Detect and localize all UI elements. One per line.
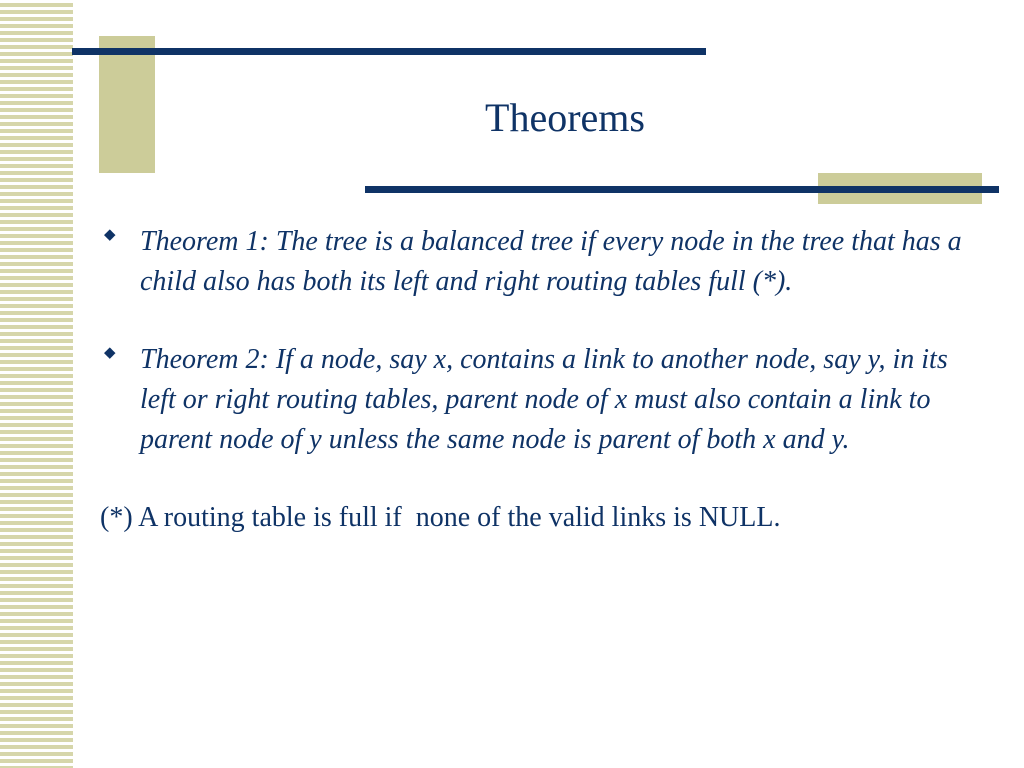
footnote: (*) A routing table is full if none of the valid links is NULL.: [100, 502, 781, 533]
diamond-bullet-icon: ◆: [104, 345, 116, 361]
bullet-item-theorem-1: [100, 222, 990, 302]
diamond-bullet-icon: ◆: [104, 227, 116, 243]
bullet-text: Theorem 2: If a node, say x, contains a link to another node, say y, in its left or right routing tables, parent node of x must also contain a link to parent node of y unless the same node is parent of both x and y.: [140, 344, 948, 455]
decorative-rule-top: [72, 48, 706, 55]
bullet-item-theorem-2: [100, 340, 990, 460]
decorative-accent-block-top: [99, 36, 155, 173]
bullet-text: Theorem 1: The tree is a balanced tree if every node in the tree that has a child also has both its left and right routing tables full (*).: [140, 226, 962, 297]
decorative-rule-bottom: [365, 186, 999, 193]
decorative-side-stripes: [0, 0, 73, 768]
slide-content: [100, 222, 990, 538]
slide-title: Theorems: [485, 95, 645, 140]
